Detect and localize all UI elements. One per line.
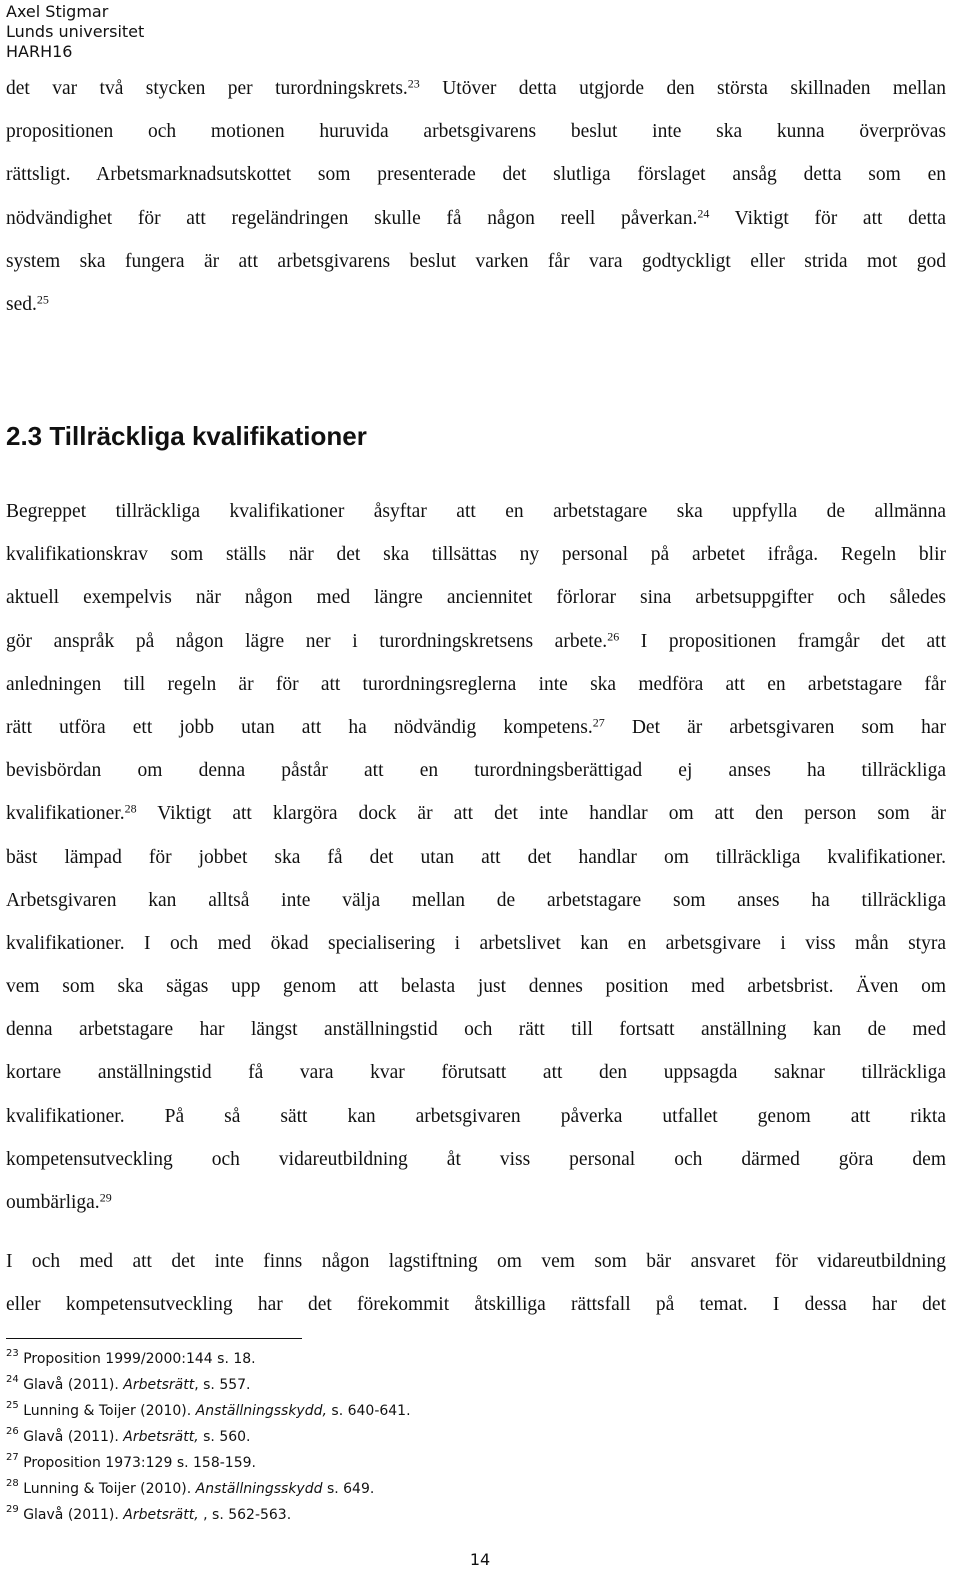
footnote: $^{29}$ Glavå (2011). Arbetsrätt, , s. 562-563.: [6, 1504, 292, 1523]
footnote: $^{27}$ Proposition 1973:129 s. 158-159.: [6, 1452, 256, 1471]
footnote: $^{25}$ Lunning & Toijer (2010). Anställningsskydd, s. 640-641.: [6, 1400, 411, 1419]
footnote-ref: 23: [407, 76, 420, 91]
footnote-ref: 27: [592, 715, 605, 730]
text-line: propositionen och motionen huruvida arbetsgivarens beslut inte ska kunna överprövas: [6, 121, 946, 143]
paragraph-1: [6, 67, 946, 326]
text-line: kortare anställningstid få vara kvar förutsatt att den uppsagda saknar tillräckliga: [6, 1062, 946, 1084]
text-line: kvalifikationer. I och med ökad specialisering i arbetslivet kan en arbetsgivare i viss mån styra: [6, 932, 946, 954]
page-header: [6, 2, 144, 62]
text-line: oumbärliga.$^{29}$: [6, 1190, 112, 1213]
header-author: Axel Stigmar: [6, 2, 109, 21]
footnote-ref: 24: [697, 205, 710, 220]
page-number: 14: [469, 1550, 491, 1569]
text-line: I och med att det inte finns någon lagstiftning om vem som bär ansvaret för vidareutbildning: [6, 1251, 946, 1272]
footnote-separator: [6, 1338, 302, 1339]
footnote-ref: 28: [124, 801, 137, 816]
footnote: $^{24}$ Glavå (2011). Arbetsrätt, s. 557.: [6, 1374, 251, 1393]
section-heading: 2.3 Tillräckliga kvalifikationer: [6, 421, 367, 451]
footnotes: [6, 1346, 411, 1528]
text-line: sed.$^{25}$: [6, 292, 49, 315]
footnote-ref: 26: [607, 628, 620, 643]
header-institution: Lunds universitet: [6, 22, 145, 41]
text-line: system ska fungera är att arbetsgivarens beslut varken får vara godtyckligt eller strida mot god: [6, 250, 946, 272]
text-line: kvalifikationer. På så sätt kan arbetsgivaren påverka utfallet genom att rikta: [6, 1105, 946, 1127]
text-line: gör anspråk på någon lägre ner i turordningskretsens arbete.$^{26}$ I propositionen framgår det att: [6, 628, 946, 652]
text-line: kompetensutveckling och vidareutbildning åt viss personal och därmed göra dem: [6, 1148, 946, 1170]
footnote-ref: 25: [36, 292, 49, 307]
text-line: anledningen till regeln är för att turordningsreglerna inte ska medföra att en arbetstagare får: [6, 673, 946, 695]
paragraph-3: [6, 1240, 946, 1326]
paragraph-2: [6, 490, 946, 1224]
text-line: kvalifikationer.$^{28}$ Viktigt att klargöra dock är att det inte handlar om att den person som är: [6, 801, 946, 825]
text-line: Begreppet tillräckliga kvalifikationer åsyftar att en arbetstagare ska uppfylla de allmänna: [6, 501, 946, 522]
footnote: $^{23}$ Proposition 1999/2000:144 s. 18.: [6, 1348, 256, 1367]
text-line: aktuell exempelvis när någon med längre anciennitet förlorar sina arbetsuppgifter och således: [6, 587, 946, 609]
footnote-ref: 29: [99, 1190, 112, 1205]
text-line: nödvändighet för att regeländringen skulle få någon reell påverkan.$^{24}$ Viktigt för att detta: [6, 205, 947, 229]
text-line: eller kompetensutveckling har det förekommit åtskilliga rättsfall på temat. I dessa har det: [6, 1294, 946, 1316]
text-line: bäst lämpad för jobbet ska få det utan att det handlar om tillräckliga kvalifikationer.: [6, 846, 946, 868]
text-line: kvalifikationskrav som ställs när det ska tillsättas ny personal på arbetet ifråga. Regeln blir: [6, 544, 946, 566]
text-line: det var två stycken per turordningskrets.$^{23}$ Utöver detta utgjorde den största skillnaden mellan: [6, 76, 946, 99]
text-line: rätt utföra ett jobb utan att ha nödvändig kompetens.$^{27}$ Det är arbetsgivaren som har: [6, 715, 946, 738]
text-line: bevisbördan om denna påstår att en turordningsberättigad ej anses ha tillräckliga: [6, 760, 946, 782]
text-line: rättsligt. Arbetsmarknadsutskottet som presenterade det slutliga förslaget ansåg detta som en: [6, 164, 946, 186]
footnote: $^{28}$ Lunning & Toijer (2010). Anställningsskydd s. 649.: [6, 1478, 375, 1497]
header-course: HARH16: [6, 42, 73, 61]
footnote: $^{26}$ Glavå (2011). Arbetsrätt, s. 560.: [6, 1426, 251, 1445]
text-line: Arbetsgivaren kan alltså inte välja mellan de arbetstagare som anses ha tillräckliga: [6, 889, 946, 911]
text-line: vem som ska sägas upp genom att belasta just dennes position med arbetsbrist. Även om: [6, 976, 946, 998]
text-line: denna arbetstagare har längst anställningstid och rätt till fortsatt anställning kan de med: [6, 1019, 946, 1041]
